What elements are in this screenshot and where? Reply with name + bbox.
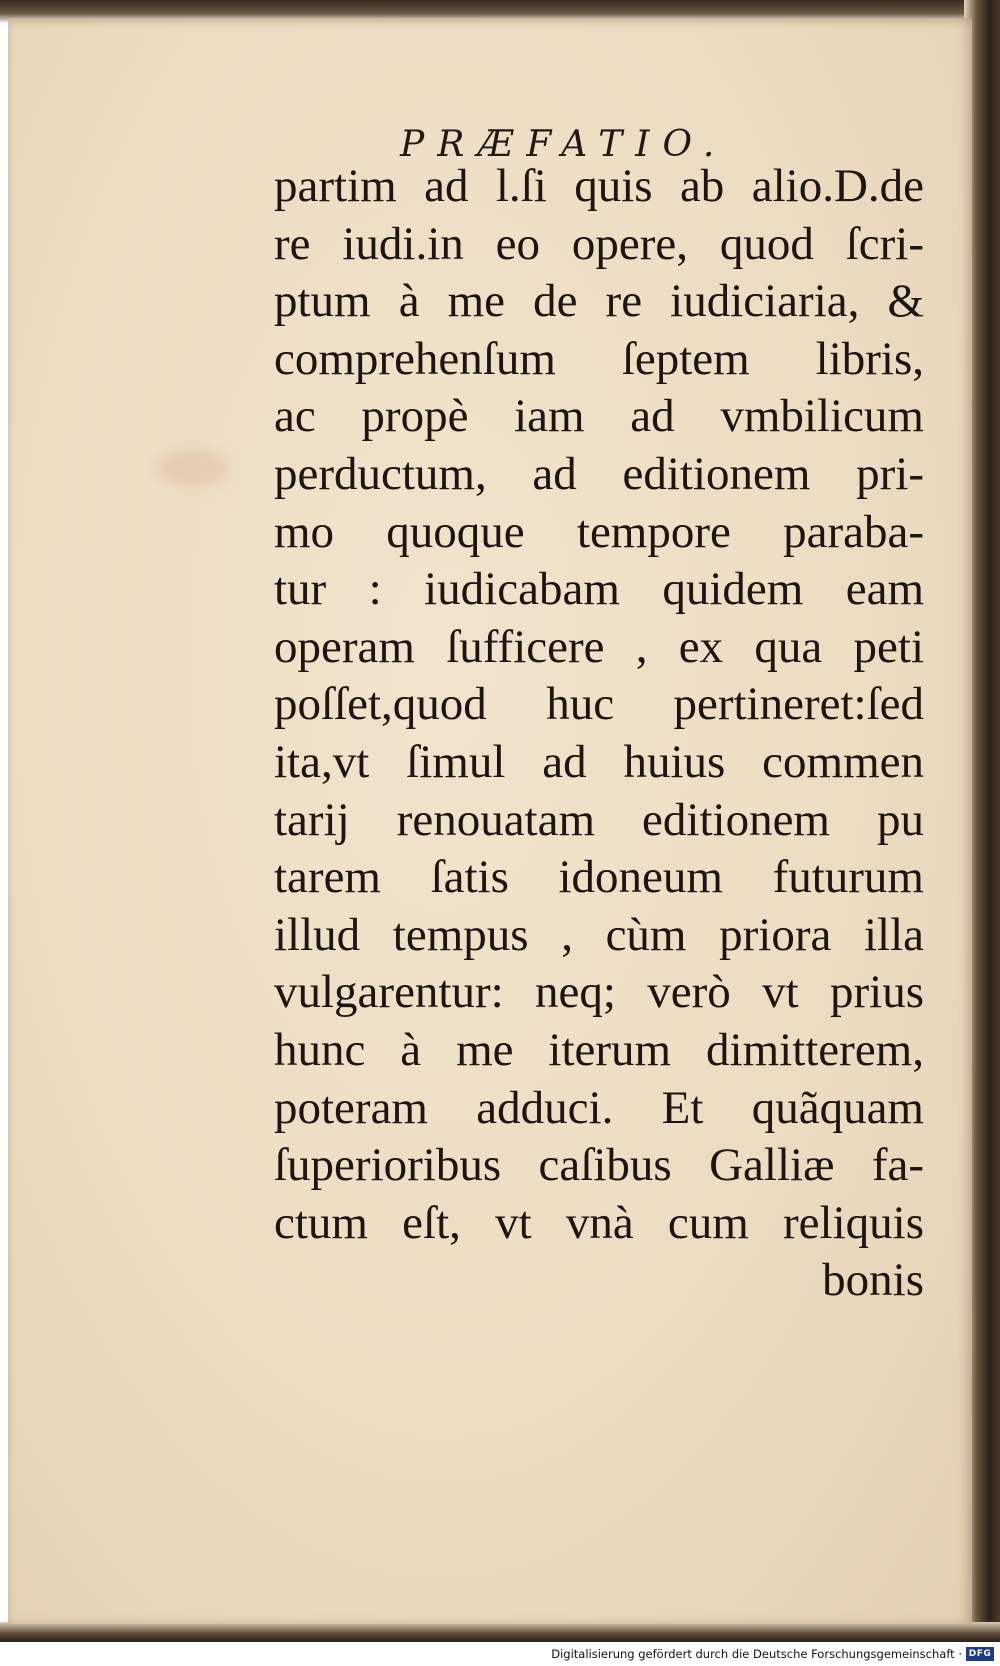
text-line: poteram adduci. Et quãquam: [274, 1081, 924, 1134]
book-edge-bottom: [0, 1622, 1000, 1642]
paper-stain: [158, 448, 228, 488]
text-line: ita,vt ſimul ad huius commen: [274, 735, 924, 788]
text-line: perductum, ad editionem pri-: [274, 447, 924, 500]
text-line: vulgarentur: neq; verò vt prius: [274, 966, 924, 1019]
text-line: tarem ſatis idoneum futurum: [274, 851, 924, 904]
text-line: operam ſufficere , ex qua peti: [274, 620, 924, 673]
text-line: tur : iudicabam quidem eam: [274, 563, 924, 616]
text-line: ſuperioribus caſibus Galliæ fa-: [274, 1139, 924, 1192]
footer-bar: [0, 1644, 1000, 1666]
text-line: illud tempus , cùm priora illa: [274, 908, 924, 961]
text-line: hunc à me iterum dimitterem,: [274, 1023, 924, 1076]
text-line: poſſet,quod huc pertineret:ſed: [274, 678, 924, 731]
catchword: bonis: [822, 1254, 924, 1307]
running-head: PRÆFATIO.: [400, 124, 728, 165]
text-line: mo quoque tempore paraba-: [274, 505, 924, 558]
text-line: partim ad l.ſi quis ab alio.D.de: [274, 160, 924, 212]
dfg-logo-icon: DFG: [966, 1647, 994, 1661]
funding-notice: Digitalisierung gefördert durch die Deutsche Forschungsgemeinschaft ·: [551, 1647, 962, 1661]
text-line: re iudi.in eo opere, quod ſcri-: [274, 217, 924, 270]
text-block: [274, 158, 924, 1310]
text-line: ctum eſt, vt vnà cum reliquis: [274, 1196, 924, 1249]
text-line: ptum à me de re iudiciaria, &: [274, 275, 924, 328]
text-line: tarij renouatam editionem pu: [274, 793, 924, 846]
text-line: ac propè iam ad vmbilicum: [274, 390, 924, 443]
text-line: comprehenſum ſeptem libris,: [274, 332, 924, 385]
